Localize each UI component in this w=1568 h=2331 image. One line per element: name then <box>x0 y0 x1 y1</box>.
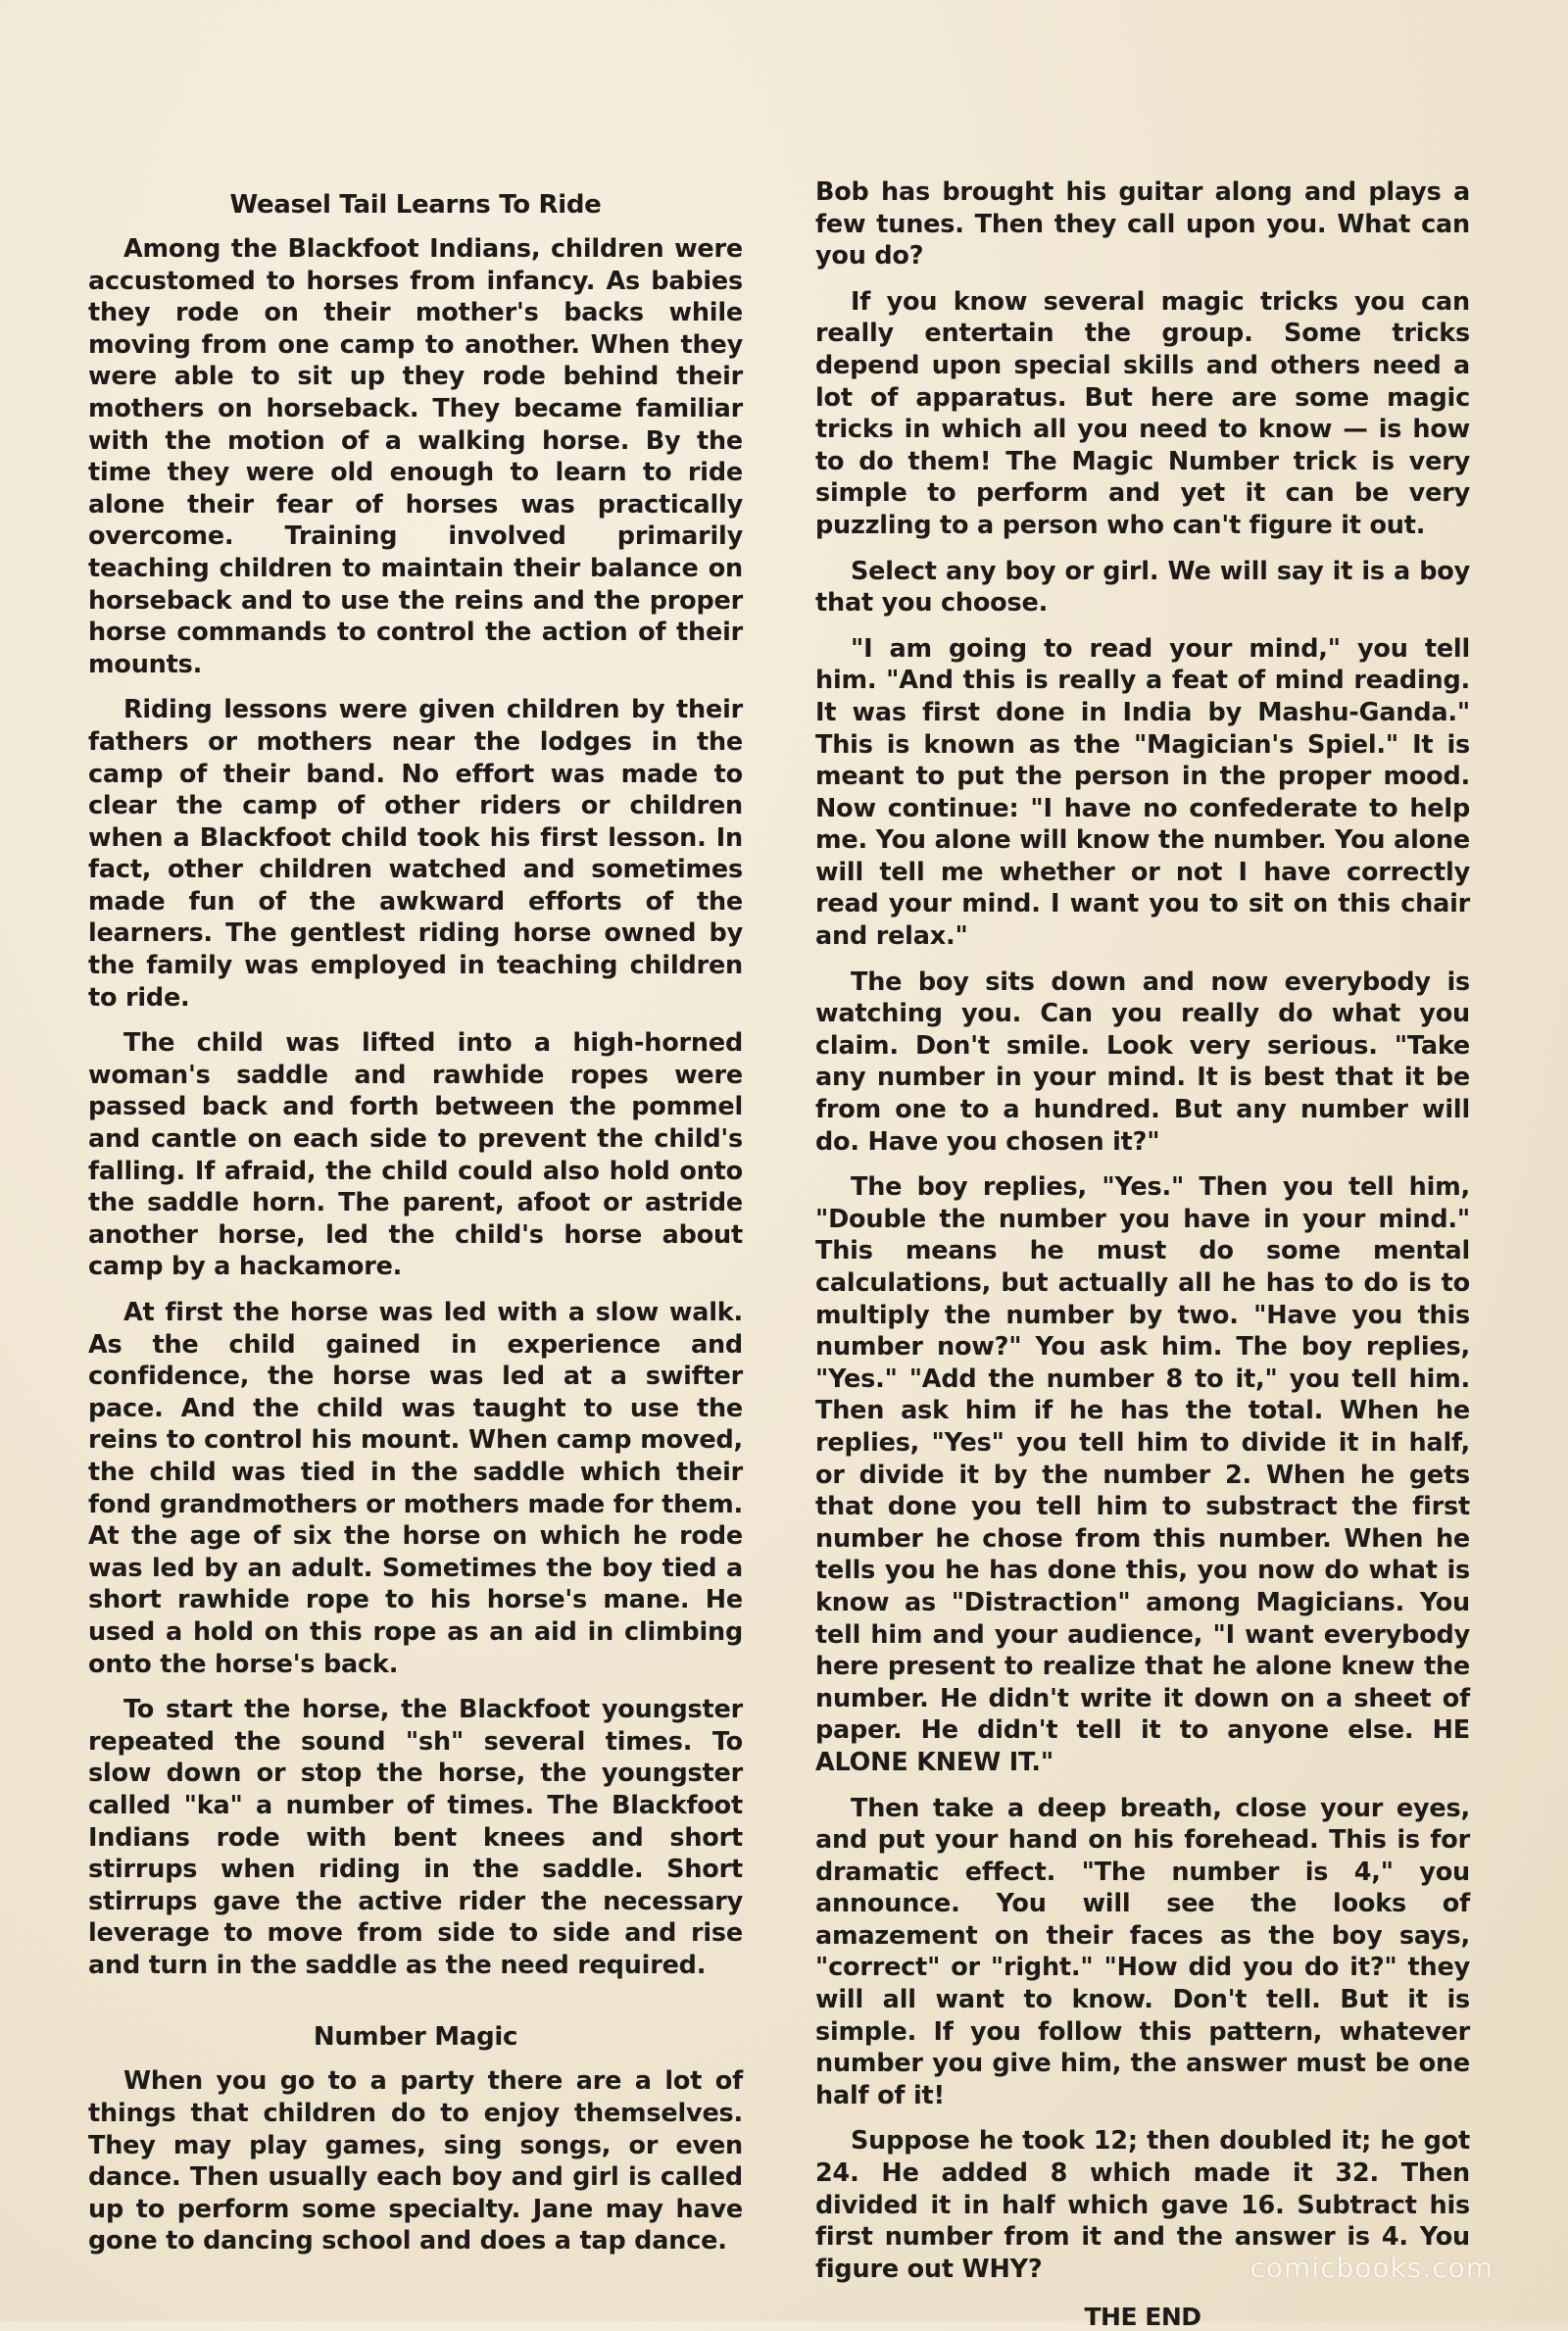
paragraph: Riding lessons were given children by their fathers or mothers near the lodges in the camp of their band. No effort was made to clear the camp of other riders or children when a Blackfoot child took his first lesson. In fact, other children watched and sometimes made fun of the awkward efforts of the learners. The gentlest riding horse owned by the family was employed in teaching children to ride. <box>88 695 743 1013</box>
paragraph: The boy replies, "Yes." Then you tell him, "Double the number you have in your mind." This means he must do some mental calculations, but actually all he has to do is to multiply the number by two. "Have you this number now?" You ask him. The boy replies, "Yes." "Add the number 8 to it," you tell him. Then ask him if he has the total. When he replies, "Yes" you tell him to divide it in half, or divide it by the number 2. When he gets that done you tell him to substract the first number he chose from this number. When he tells you he has done this, you now do what is know as "Distraction" among Magicians. You tell him and your audience, "I want everybody here present to realize that he alone knew the number. He didn't write it down on a sheet of paper. He didn't tell it to anyone else. HE ALONE KNEW IT." <box>815 1172 1470 1777</box>
paragraph: Suppose he took 12; then doubled it; he got 24. He added 8 which made it 32. Then divided it in half which gave 16. Subtract his first number from it and the answer is 4. You figure out WHY? <box>815 2126 1470 2284</box>
paragraph: The child was lifted into a high-horned woman's saddle and rawhide ropes were passed back and forth between the pommel and cantle on each side to prevent the child's falling. If afraid, the child could also hold onto the saddle horn. The parent, afoot or astride another horse, led the child's horse about camp by a hackamore. <box>88 1028 743 1282</box>
left-column <box>88 176 743 2257</box>
paragraph: Select any boy or girl. We will say it is a boy that you choose. <box>815 556 1470 619</box>
paragraph: The boy sits down and now everybody is watching you. Can you really do what you claim. Don't smile. Look very serious. "Take any number in your mind. It is best that it be from one to a hundred. But any number will do. Have you chosen it?" <box>815 967 1470 1157</box>
paragraph: Among the Blackfoot Indians, children were accustomed to horses from infancy. As babies they rode on their mother's backs while moving from one camp to another. When they were able to sit up they rode behind their mothers on horseback. They became familiar with the motion of a walking horse. By the time they were old enough to learn to ride alone their fear of horses was practically overcome. Training involved primarily teaching children to maintain their balance on horseback and to use the reins and the proper horse commands to control the action of their mounts. <box>88 234 743 679</box>
paragraph: Then take a deep breath, close your eyes, and put your hand on his forehead. This is for dramatic effect. "The number is 4," you announce. You will see the looks of amazement on their faces as the boy says, "correct" or "right." "How did you do it?" they will all want to know. Don't tell. But it is simple. If you follow this pattern, whatever number you give him, the answer must be one half of it! <box>815 1793 1470 2110</box>
paragraph: At first the horse was led with a slow walk. As the child gained in experience and confidence, the horse was led at a swifter pace. And the child was taught to use the reins to control his mount. When camp moved, the child was tied in the saddle which their fond grandmothers or mothers made for them. At the age of six the horse on which he rode was led by an adult. Sometimes the boy tied a short rawhide rope to his horse's mane. He used a hold on this rope as an aid in climbing onto the horse's back. <box>88 1298 743 1679</box>
paragraph: Bob has brought his guitar along and plays a few tunes. Then they call upon you. What can you do? <box>815 177 1470 272</box>
paragraph: To start the horse, the Blackfoot youngster repeated the sound "sh" several times. To slow down or stop the horse, the youngster called "ka" a number of times. The Blackfoot Indians rode with bent knees and short stirrups when riding in the saddle. Short stirrups gave the active rider the necessary leverage to move from side to side and rise and turn in the saddle as the need required. <box>88 1695 743 1980</box>
article-title-weasel-tail: Weasel Tail Learns To Ride <box>229 190 602 220</box>
watermark: comicbooks.com <box>1250 2252 1494 2284</box>
article-title-number-magic: Number Magic <box>313 2022 518 2053</box>
paragraph: When you go to a party there are a lot of things that children do to enjoy themselves. They may play games, sing songs, or even dance. Then usually each boy and girl is called up to perform some specialty. Jane may have gone to dancing school and does a tap dance. <box>88 2066 743 2257</box>
paragraph: "I am going to read your mind," you tell him. "And this is really a feat of mind reading. It was first done in India by Mashu-Ganda." This is known as the "Magician's Spiel." It is meant to put the person in the proper mood. Now continue: "I have no confederate to help me. You alone will know the number. You alone will tell me whether or not I have correctly read your mind. I want you to sit on this chair and relax." <box>815 633 1470 952</box>
paragraph: If you know several magic tricks you can really entertain the group. Some tricks depend upon special skills and others need a lot of apparatus. But here are some magic tricks in which all you need to know — is how to do them! The Magic Number trick is very simple to perform and yet it can be very puzzling to a person who can't figure it out. <box>815 286 1470 540</box>
the-end-label: THE END <box>1084 2303 1201 2331</box>
